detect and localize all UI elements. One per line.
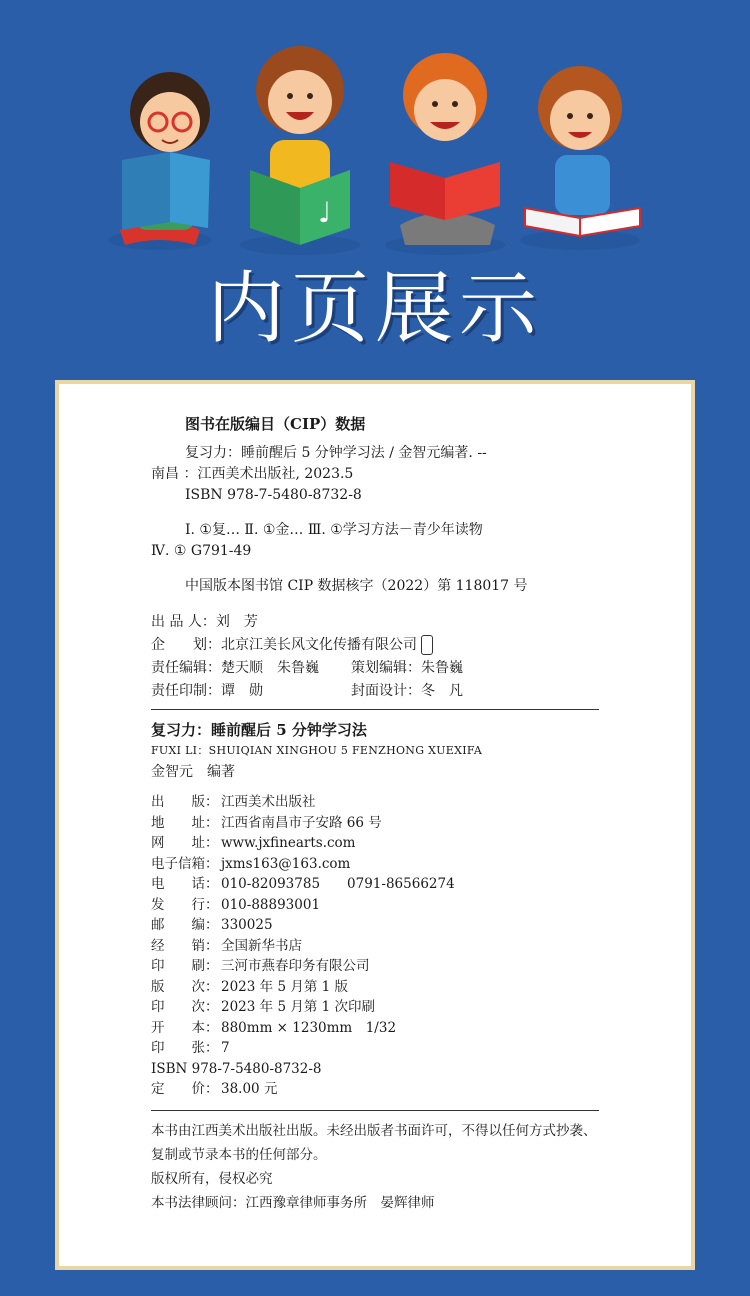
pub-row: 电子信箱： jxms163@163.com [151, 855, 351, 872]
rights-reserved: 版权所有，侵权必究 [151, 1170, 273, 1187]
children-reading-illustration [100, 40, 660, 260]
page-card-frame [55, 380, 695, 1270]
credit-print-row [151, 680, 599, 703]
cip-line-5: Ⅳ. ① G791-49 [151, 543, 252, 559]
girl-with-glasses-figure [108, 72, 212, 250]
credit-editor-row [151, 657, 599, 680]
svg-text:♩: ♩ [318, 196, 332, 229]
credit-cover: 封面设计：冬 凡 [351, 683, 463, 699]
pub-row: ISBN 978-7-5480-8732-8 [151, 1060, 322, 1077]
pub-row: 印 张： 7 [151, 1040, 230, 1056]
pub-row: 邮 编： 330025 [151, 917, 273, 933]
credit-editor: 责任编辑：楚天顺 朱鲁巍 [151, 660, 319, 676]
book-pinyin: FUXI LI：SHUIQIAN XINGHOU 5 FENZHONG XUEXIFA [151, 744, 483, 757]
cip-heading: 图书在版编目（CIP）数据 [185, 415, 366, 433]
credit-planner: 企 划：北京江美长风文化传播有限公司 [151, 637, 417, 653]
red-hair-boy-figure [385, 53, 505, 255]
pub-row: 定 价： 38.00 元 [151, 1081, 278, 1097]
credit-printing: 责任印制：谭 勋 [151, 683, 263, 699]
cip-line-4: Ⅰ. ①复… Ⅱ. ①金… Ⅲ. ①学习方法－青少年读物 [185, 522, 483, 538]
pub-row: 经 销： 全国新华书店 [151, 937, 302, 954]
divider-1 [151, 709, 599, 710]
copyright-notice: 本书由江西美术出版社出版。未经出版者书面许可，不得以任何方式抄袭、复制或节录本书的任何部分。 [151, 1122, 597, 1163]
legal-counsel: 本书法律顾问：江西豫章律师事务所 晏辉律师 [151, 1194, 435, 1211]
publication-info-list [151, 792, 599, 1100]
pub-row: 电 话： 010-82093785 0791-86566274 [151, 876, 455, 892]
cip-line-1: 复习力：睡前醒后 5 分钟学习法 / 金智元编著. -- [185, 445, 487, 461]
cip-isbn: ISBN 978-7-5480-8732-8 [185, 487, 362, 503]
credit-plan-editor: 策划编辑：朱鲁巍 [351, 660, 463, 676]
pub-row: 印 次： 2023 年 5 月第 1 次印刷 [151, 999, 375, 1015]
divider-2 [151, 1110, 599, 1111]
cip-verify: 中国版本图书馆 CIP 数据核字（2022）第 118017 号 [185, 578, 528, 594]
publisher-seal-icon [421, 635, 433, 655]
ponytail-girl-figure [520, 66, 640, 250]
curly-hair-boy-figure [240, 46, 360, 255]
pub-row: 印 刷： 三河市燕春印务有限公司 [151, 958, 370, 974]
credit-producer: 出 品 人：刘 芳 [151, 614, 258, 630]
banner-title: 内页展示 [206, 264, 543, 354]
credit-planner-row [151, 634, 599, 657]
pub-row: 网 址： www.jxfinearts.com [151, 835, 356, 851]
pub-row: 版 次： 2023 年 5 月第 1 版 [151, 978, 348, 995]
pub-row: 地 址： 江西省南昌市子安路 66 号 [151, 814, 382, 831]
pub-row: 发 行： 010-88893001 [151, 896, 321, 913]
pub-row: 开 本： 880mm × 1230mm 1/32 [151, 1019, 397, 1036]
book-title: 复习力：睡前醒后 5 分钟学习法 [151, 721, 367, 739]
book-author: 金智元 编著 [151, 764, 235, 780]
copyright-page [59, 384, 691, 1266]
cip-line-2: 南昌 ：江西美术出版社, 2023.5 [151, 466, 354, 482]
pub-row: 出 版： 江西美术出版社 [151, 794, 316, 810]
